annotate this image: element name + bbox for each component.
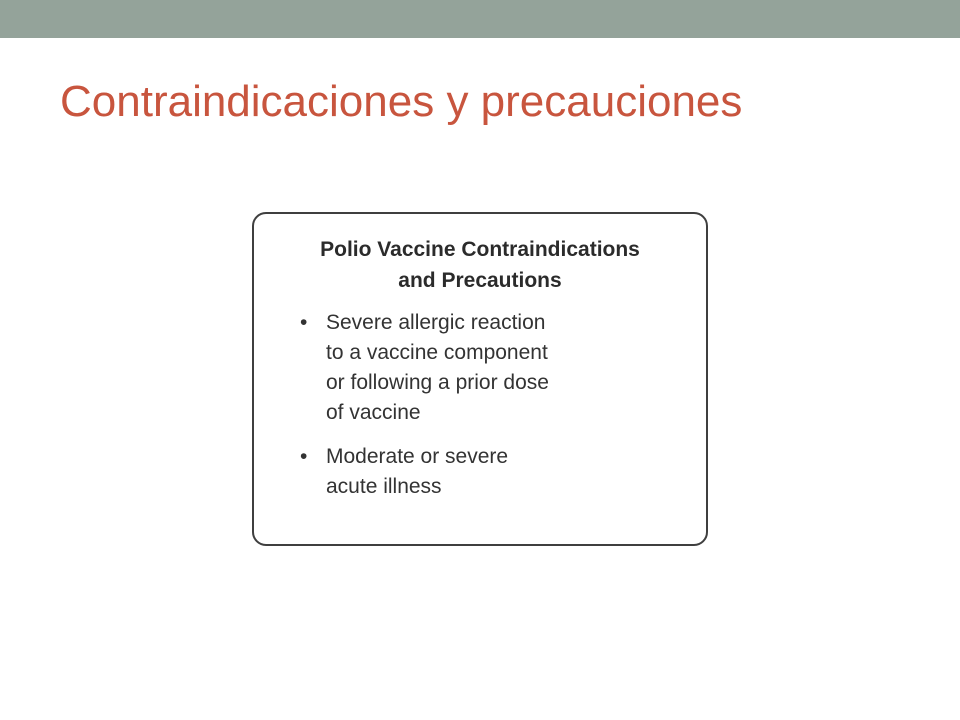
list-item-line: Moderate or severe — [326, 445, 509, 468]
list-item-line: of vaccine — [326, 401, 421, 424]
box-title-line: and Precautions — [398, 269, 562, 292]
slide-title: Contraindicaciones y precauciones — [60, 77, 743, 126]
list-item — [298, 308, 598, 428]
list-item — [298, 442, 598, 502]
box-title — [254, 234, 706, 296]
bullet-list — [298, 308, 598, 516]
bullet-icon: • — [300, 311, 308, 334]
box-title-line: Polio Vaccine Contraindications — [320, 238, 640, 261]
contraindications-box — [252, 212, 708, 546]
list-item-line: Severe allergic reaction — [326, 311, 546, 334]
bullet-icon: • — [300, 445, 308, 468]
list-item-line: acute illness — [326, 475, 442, 498]
list-item-line: or following a prior dose — [326, 371, 549, 394]
top-bar — [0, 0, 960, 38]
list-item-line: to a vaccine component — [326, 341, 548, 364]
